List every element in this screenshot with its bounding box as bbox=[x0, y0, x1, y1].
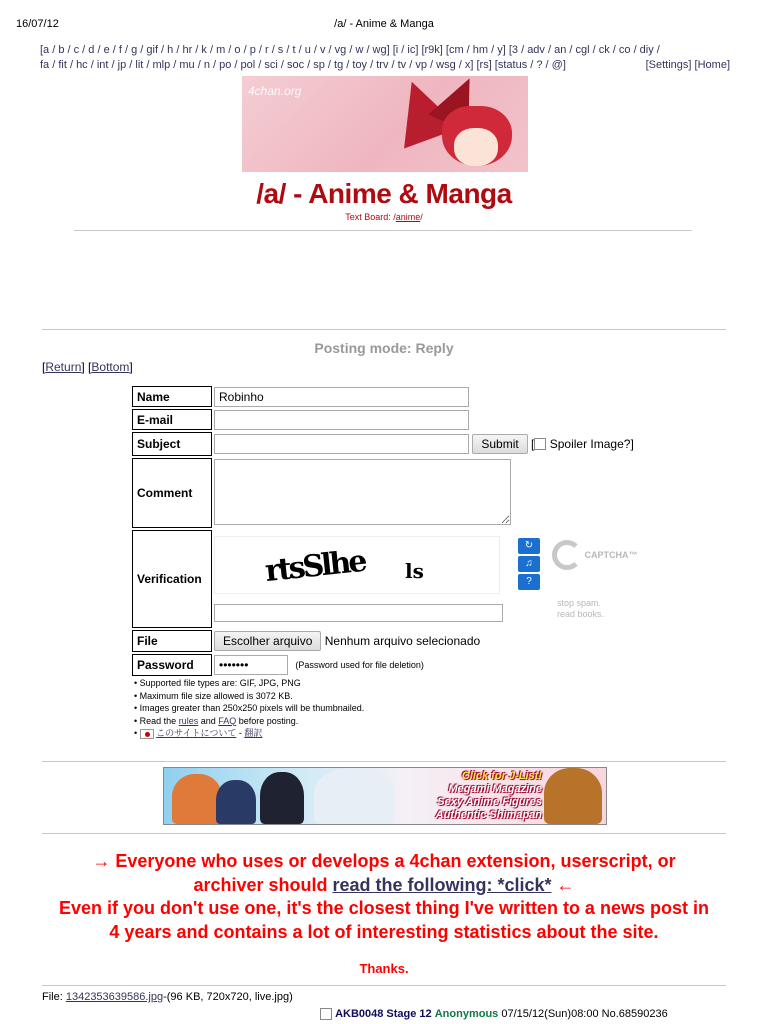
return-link[interactable]: Return bbox=[45, 360, 82, 374]
captcha-word-2: ls bbox=[405, 559, 424, 583]
divider bbox=[74, 230, 692, 231]
name-field[interactable] bbox=[214, 387, 469, 407]
board-title: /a/ - Anime & Manga bbox=[256, 178, 512, 209]
spoiler-checkbox[interactable] bbox=[534, 438, 546, 450]
subtitle-prefix: Text Board: / bbox=[345, 212, 396, 222]
post-number-link[interactable]: No.68590236 bbox=[601, 1008, 668, 1020]
thread-navigation: [Return] [Bottom] bbox=[42, 360, 133, 374]
divider bbox=[42, 761, 726, 762]
password-label: Password bbox=[132, 654, 212, 676]
recaptcha-brand: CAPTCHA™ bbox=[584, 550, 638, 560]
file-label: File bbox=[132, 630, 212, 652]
board-subtitle bbox=[0, 212, 768, 222]
posting-mode-label: Posting mode: Reply bbox=[314, 340, 454, 356]
banner-logo-text: 4chan.org bbox=[248, 84, 302, 98]
banner-character-face bbox=[454, 128, 498, 166]
captcha-word-1: rtsSlhe bbox=[263, 543, 367, 590]
ad-line: Authentic Shimapan bbox=[435, 809, 542, 821]
recaptcha-slogan-line: stop spam. bbox=[557, 598, 602, 608]
ad-text bbox=[414, 770, 542, 822]
divider bbox=[42, 833, 726, 834]
divider bbox=[42, 329, 726, 330]
rule-text: Read the bbox=[139, 715, 179, 726]
submit-button[interactable]: Submit bbox=[472, 434, 527, 454]
print-date: 16/07/12 bbox=[16, 18, 59, 30]
recaptcha-slogan-line: read books. bbox=[557, 609, 605, 619]
rule-item bbox=[134, 727, 364, 740]
recaptcha-arrow-icon bbox=[552, 540, 582, 570]
subtitle-suffix: / bbox=[420, 212, 423, 222]
post-file-info bbox=[42, 991, 293, 1003]
read-following-link[interactable]: read the following: *click* bbox=[332, 874, 552, 895]
post-subject: AKB0048 Stage 12 bbox=[335, 1008, 432, 1020]
board-banner-image[interactable] bbox=[242, 76, 528, 172]
file-status: Nenhum arquivo selecionado bbox=[324, 634, 481, 648]
text-board-link[interactable]: anime bbox=[395, 212, 421, 222]
japan-flag-icon bbox=[140, 729, 154, 739]
rule-item: • Maximum file size allowed is 3072 KB. bbox=[134, 690, 364, 703]
name-label: Name bbox=[132, 386, 212, 407]
jlist-advertisement-banner[interactable] bbox=[163, 767, 607, 825]
bottom-link[interactable]: Bottom bbox=[91, 360, 130, 374]
help-captcha-icon[interactable]: ? bbox=[518, 574, 540, 590]
ad-character-shape bbox=[260, 772, 304, 824]
recaptcha-slogan bbox=[557, 598, 604, 620]
recaptcha-controls bbox=[518, 538, 540, 592]
ad-line: Sexy Anime Figures bbox=[437, 796, 542, 808]
translate-link[interactable]: 翻訳 bbox=[244, 728, 263, 738]
ad-character-shape bbox=[172, 774, 222, 824]
comment-label: Comment bbox=[132, 458, 212, 528]
post-datetime: 07/15/12(Sun)08:00 bbox=[501, 1008, 599, 1020]
board-list-row-2[interactable]: fa / fit / hc / int / jp / lit / mlp / mu / n / po / pol / sci / soc / sp / tg / toy / trv / tv / vp / wsg / x] [rs] [status / ? / @] bbox=[40, 59, 566, 71]
post-author: Anonymous bbox=[434, 1008, 499, 1020]
announcement-line: → Everyone who uses or develops a 4chan extension, userscript, or bbox=[92, 851, 676, 871]
rule-text: before posting. bbox=[236, 715, 299, 726]
about-site-link[interactable]: このサイトについて bbox=[156, 728, 237, 738]
spoiler-label: Spoiler Image?] bbox=[549, 437, 634, 451]
ad-character-shape bbox=[216, 780, 256, 824]
divider bbox=[42, 985, 726, 986]
file-prefix: File: bbox=[42, 991, 66, 1003]
ad-character-shape bbox=[544, 768, 602, 824]
announcement-text: ← bbox=[551, 874, 575, 895]
board-list-row-1[interactable]: [a / b / c / d / e / f / g / gif / h / hr / k / m / o / p / r / s / t / u / v / vg / w / wg] [i / ic] [r9k] [cm / hm / y] [3 / adv / an / cgl / ck / co / diy / bbox=[40, 44, 660, 56]
captcha-response-field[interactable] bbox=[214, 604, 503, 622]
announcement-thanks: Thanks. bbox=[359, 961, 409, 976]
announcement-line: 4 years and contains a lot of interesting statistics about the site. bbox=[109, 921, 659, 942]
announcement bbox=[0, 850, 768, 944]
settings-link[interactable]: Settings bbox=[648, 59, 689, 71]
email-label: E-mail bbox=[132, 409, 212, 430]
verification-label: Verification bbox=[132, 530, 212, 628]
ad-line: Megami Magazine bbox=[448, 783, 542, 795]
audio-captcha-icon[interactable]: ♫ bbox=[518, 556, 540, 572]
password-field[interactable]: ••••••• bbox=[214, 655, 288, 675]
announcement-text: archiver should bbox=[193, 874, 333, 895]
subject-label: Subject bbox=[132, 432, 212, 456]
file-name-link[interactable]: 1342353639586.jpg bbox=[65, 991, 164, 1003]
subject-field[interactable] bbox=[214, 434, 469, 454]
print-title: /a/ - Anime & Manga bbox=[334, 18, 434, 30]
rule-item: • Images greater than 250x250 pixels will be thumbnailed. bbox=[134, 702, 364, 715]
nav-utility-links: [Settings] [Home] bbox=[645, 59, 730, 71]
announcement-line: Even if you don't use one, it's the closest thing I've written to a news post in bbox=[59, 898, 709, 918]
post-header bbox=[320, 1008, 668, 1020]
post-select-checkbox[interactable] bbox=[320, 1008, 332, 1020]
choose-file-button[interactable]: Escolher arquivo bbox=[214, 631, 321, 651]
rules-link[interactable]: rules bbox=[178, 715, 199, 726]
refresh-captcha-icon[interactable]: ↻ bbox=[518, 538, 540, 554]
rule-text: and bbox=[198, 715, 219, 726]
rule-item bbox=[134, 715, 364, 728]
email-field[interactable] bbox=[214, 410, 469, 430]
rule-item: • Supported file types are: GIF, JPG, PNG bbox=[134, 677, 364, 690]
ad-line: Click for J-List! bbox=[461, 770, 542, 782]
recaptcha-logo bbox=[552, 540, 642, 619]
captcha-image bbox=[214, 536, 500, 594]
rule-text: - bbox=[236, 728, 245, 738]
posting-rules bbox=[134, 677, 364, 740]
home-link[interactable]: Home bbox=[697, 59, 727, 71]
faq-link[interactable]: FAQ bbox=[218, 715, 237, 726]
announcement-line bbox=[0, 874, 768, 898]
board-navigation bbox=[40, 43, 730, 73]
ad-character-shape bbox=[314, 768, 394, 824]
password-hint: (Password used for file deletion) bbox=[295, 660, 424, 670]
comment-textarea[interactable] bbox=[214, 459, 511, 525]
post-form: Name Robinho E-mail Subject Submit [ Spoiler Image?] Comment Verification rtsSlhe ls File Escolher arquivo Nenhum arquivo selecionado Password ••••••• (Password used for file deletion) bbox=[130, 384, 636, 678]
file-meta: -(96 KB, 720x720, live.jpg) bbox=[163, 991, 293, 1003]
